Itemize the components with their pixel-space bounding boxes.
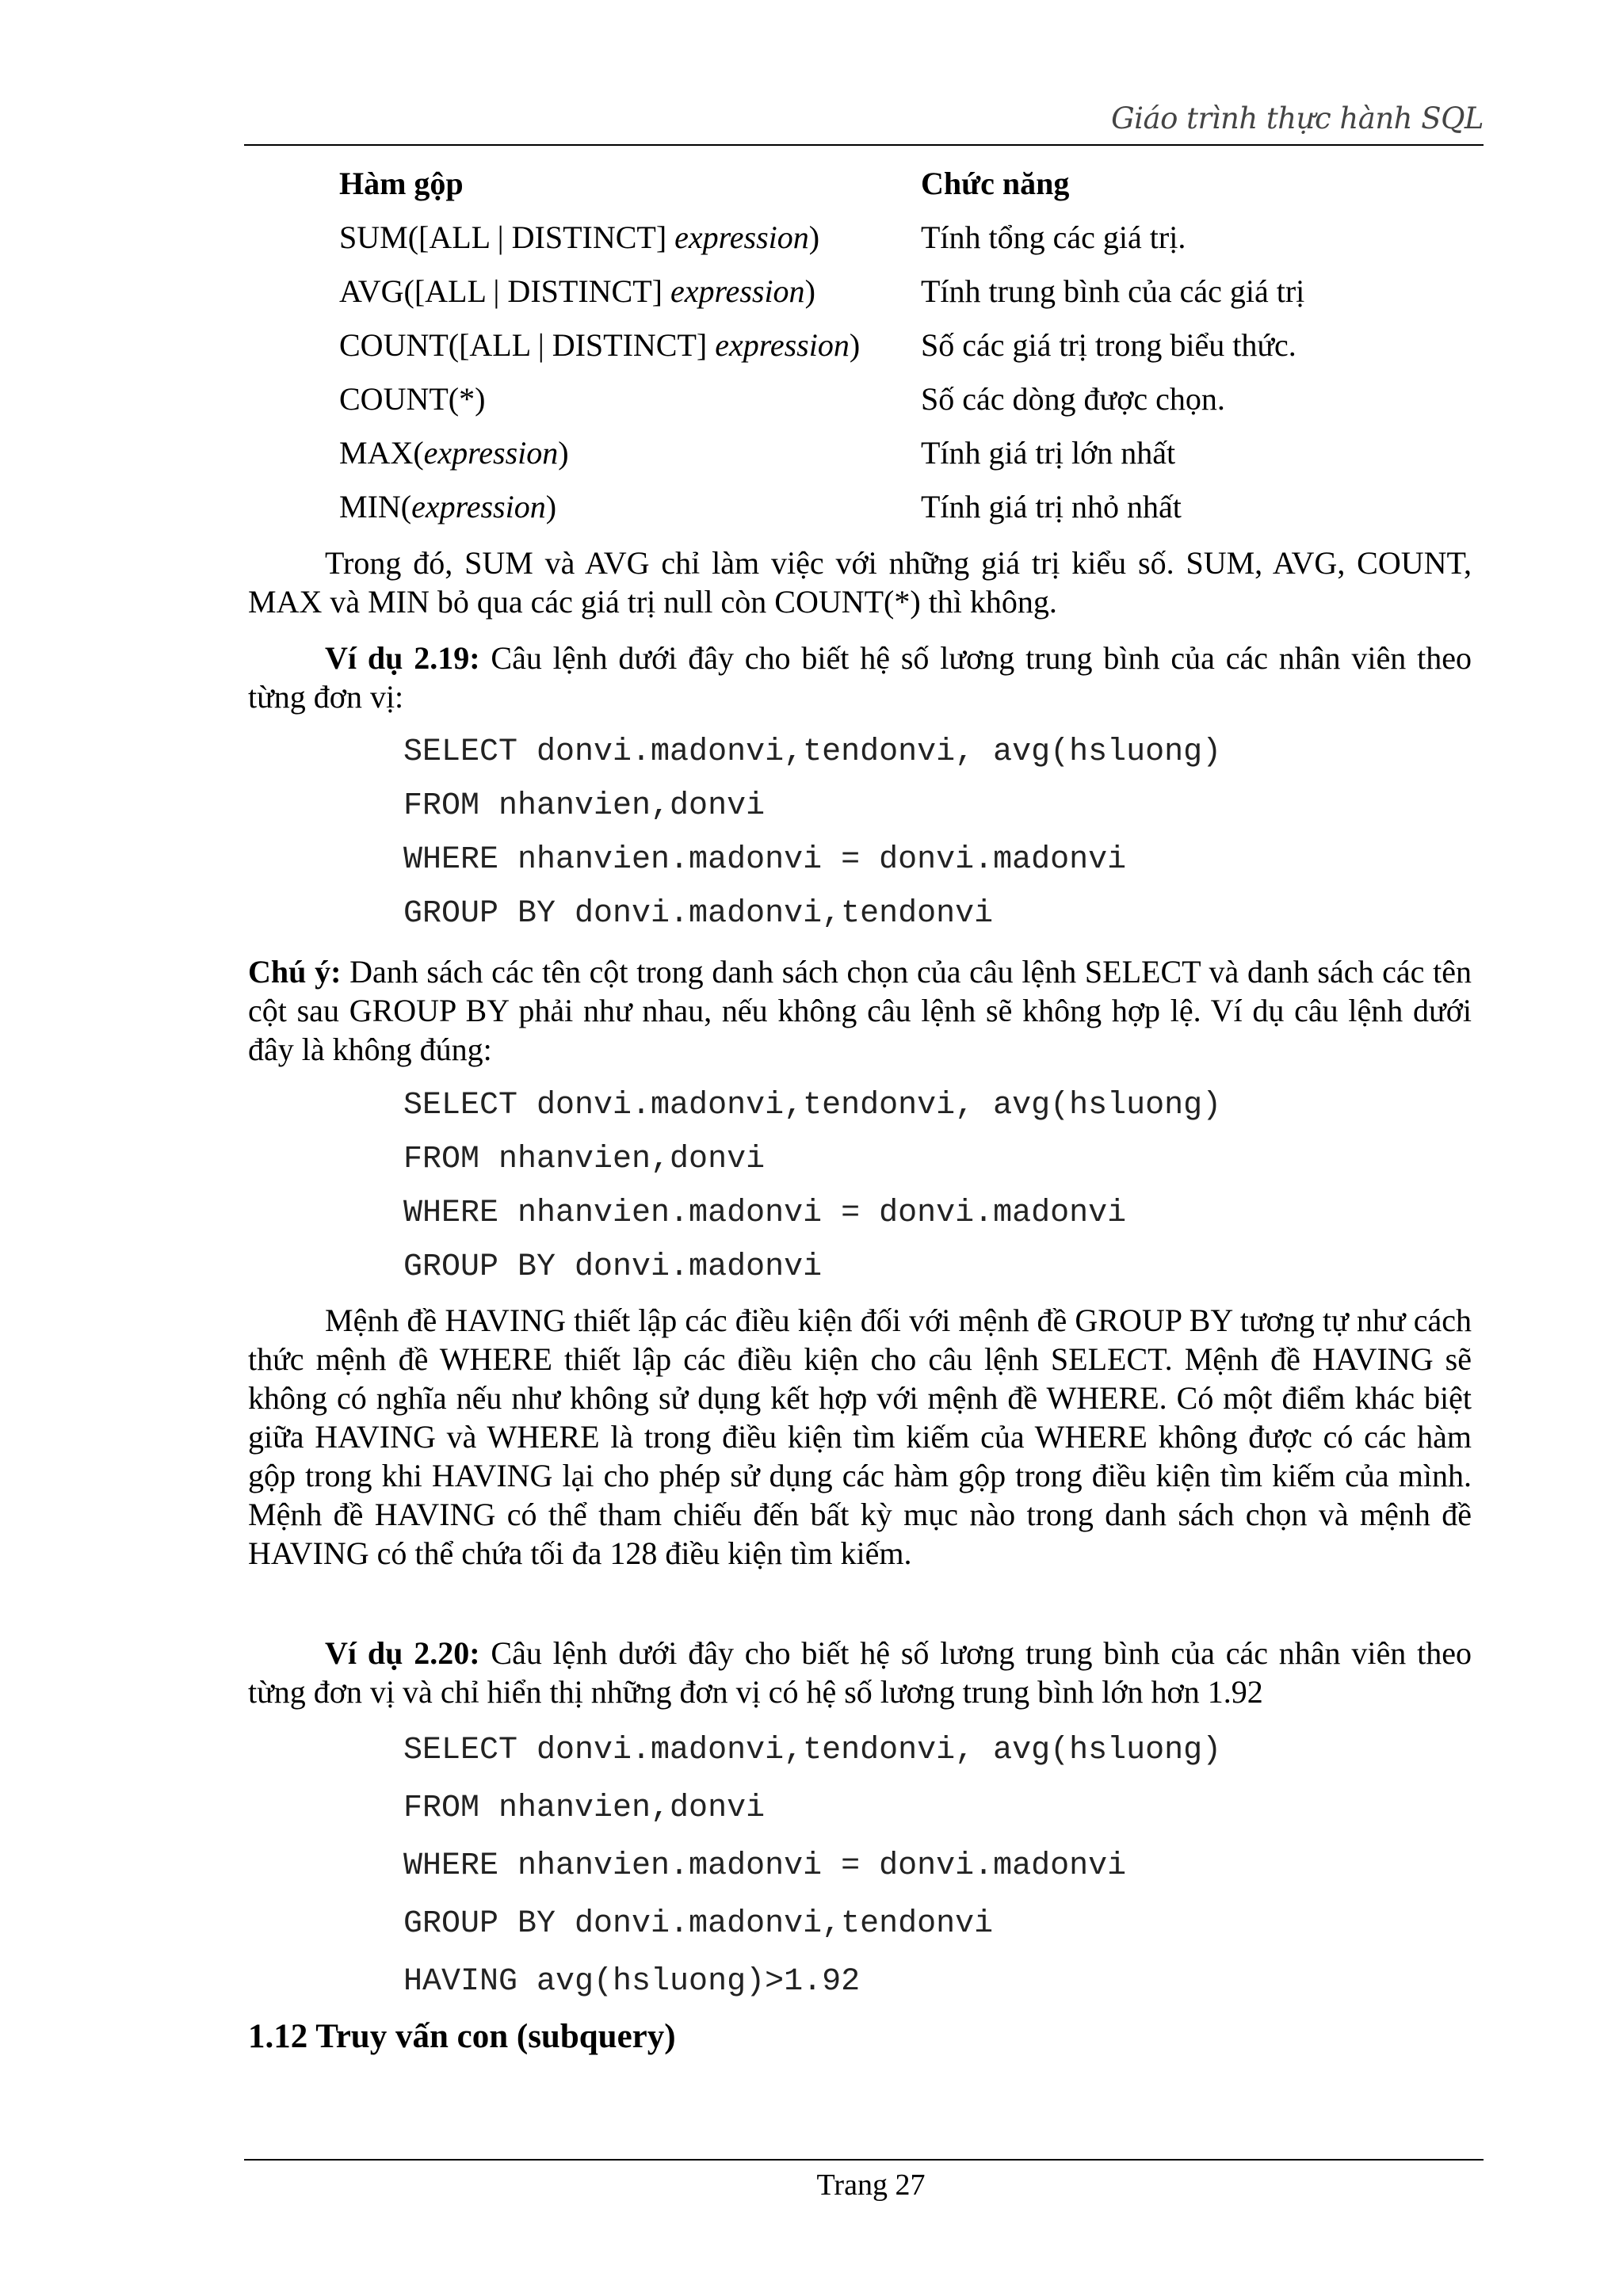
note-label: Chú ý: (248, 954, 342, 990)
function-signature: MIN(expression) (339, 489, 557, 524)
table-row (339, 214, 1369, 261)
function-signature: AVG([ALL | DISTINCT] expression) (339, 273, 815, 309)
section-heading: 1.12 Truy vấn con (subquery) (248, 2018, 676, 2055)
running-header: Giáo trình thực hành SQL (1111, 101, 1484, 135)
function-description: Số các dòng được chọn. (921, 381, 1225, 417)
table-header-purpose: Chức năng (921, 166, 1070, 201)
paragraph-null-handling: Trong đó, SUM và AVG chỉ làm việc với những giá trị kiểu số. SUM, AVG, COUNT, MAX và MIN bỏ qua các giá trị null còn COUNT(*) thì không. (248, 545, 1472, 620)
header-rule (244, 144, 1484, 146)
function-signature: MAX(expression) (339, 435, 569, 471)
table-row (339, 268, 1369, 315)
function-description: Tính trung bình của các giá trị (921, 273, 1305, 309)
footer-rule (244, 2159, 1484, 2161)
table-row (339, 429, 1369, 477)
function-signature: COUNT([ALL | DISTINCT] expression) (339, 327, 861, 363)
function-description: Tính giá trị lớn nhất (921, 435, 1176, 471)
table-header-function: Hàm gộp (339, 166, 464, 201)
note-paragraph: Chú ý: Danh sách các tên cột trong danh sách chọn của câu lệnh SELECT và danh sách các tên cột sau GROUP BY phải như nhau, nếu không câu lệnh sẽ không hợp lệ. Ví dụ câu lệnh dưới đây là không đúng: (248, 954, 1472, 1067)
code-block-example-2-20: SELECT donvi.madonvi,tendonvi, avg(hsluong) FROM nhanvien,donvi WHERE nhanvien.madonvi = donvi.madonvi GROUP BY donvi.madonvi,tendonvi HAVING avg(hsluong)>1.92 (403, 1733, 1222, 2000)
function-description: Tính giá trị nhỏ nhất (921, 489, 1182, 524)
page-number: Trang 27 (816, 2168, 926, 2202)
example-label: Ví dụ 2.19: (325, 640, 480, 676)
function-description: Số các giá trị trong biểu thức. (921, 327, 1296, 363)
function-signature: COUNT(*) (339, 381, 486, 417)
example-label: Ví dụ 2.20: (325, 1635, 480, 1671)
example-2-20: Ví dụ 2.20: Câu lệnh dưới đây cho biết hệ số lương trung bình của các nhân viên theo từng đơn vị và chỉ hiển thị những đơn vị có hệ số lương trung bình lớn hơn 1.92 (248, 1635, 1472, 1710)
code-block-example-2-19: SELECT donvi.madonvi,tendonvi, avg(hsluong) FROM nhanvien,donvi WHERE nhanvien.madonvi = donvi.madonvi GROUP BY donvi.madonvi,tendonvi (403, 734, 1222, 932)
paragraph-having: Mệnh đề HAVING thiết lập các điều kiện đối với mệnh đề GROUP BY tương tự như cách thức mệnh đề WHERE thiết lập các điều kiện cho câu lệnh SELECT. Mệnh đề HAVING sẽ không có nghĩa nếu như không sử dụng kết hợp với mệnh đề WHERE. Có một điểm khác biệt giữa HAVING và WHERE là trong điều kiện tìm kiếm của WHERE không được có các hàm gộp trong khi HAVING lại cho phép sử dụng các hàm gộp trong điều kiện tìm kiếm của mình. Mệnh đề HAVING có thể tham chiếu đến bất kỳ mục nào trong danh sách chọn và mệnh đề HAVING có thể chứa tối đa 128 điều kiện tìm kiếm. (248, 1302, 1472, 1571)
table-row (339, 322, 1369, 369)
example-2-19: Ví dụ 2.19: Câu lệnh dưới đây cho biết hệ số lương trung bình của các nhân viên theo từng đơn vị: (248, 640, 1472, 715)
table-header-row (339, 160, 1369, 208)
table-row (339, 483, 1369, 531)
function-description: Tính tổng các giá trị. (921, 219, 1186, 255)
function-signature: SUM([ALL | DISTINCT] expression) (339, 219, 820, 255)
table-row (339, 376, 1369, 423)
code-block-incorrect: SELECT donvi.madonvi,tendonvi, avg(hsluong) FROM nhanvien,donvi WHERE nhanvien.madonvi = donvi.madonvi GROUP BY donvi.madonvi (403, 1088, 1222, 1285)
